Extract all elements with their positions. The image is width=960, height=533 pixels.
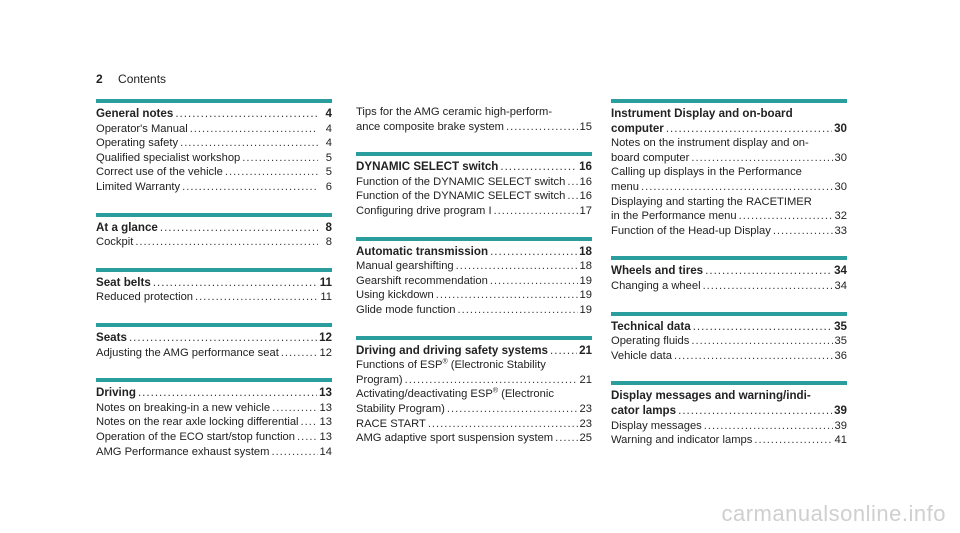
section-driving-safety [356, 336, 592, 446]
toc-entry[interactable]: Operating fluids ..... 35 [611, 334, 847, 349]
toc-column-2 [356, 105, 592, 464]
toc-entry[interactable]: Display messages ..... 39 [611, 419, 847, 434]
toc-entry-line[interactable]: Tips for the AMG ceramic high-perform- [356, 106, 553, 118]
toc-heading[interactable]: Automatic transmission ..... 18 [356, 245, 592, 260]
toc-heading[interactable]: Technical data ..... 35 [611, 320, 847, 335]
toc-entry[interactable]: Warning and indicator lamps ..... 41 [611, 433, 847, 448]
toc-heading[interactable]: Seat belts ..... 11 [96, 276, 332, 291]
toc-column-3 [611, 99, 847, 466]
page-number: 2 [96, 72, 103, 86]
toc-entry-line[interactable]: Calling up displays in the Performance [611, 166, 802, 179]
toc-heading[interactable]: At a glance ..... 8 [96, 221, 332, 236]
toc-entry[interactable]: Notes on the rear axle locking differential ..... 13 [96, 415, 332, 430]
toc-entry[interactable]: Function of the DYNAMIC SELECT switch ..... 16 [356, 189, 592, 204]
toc-entry[interactable]: menu ..... 30 [611, 180, 847, 195]
toc-entry[interactable]: Cockpit ..... 8 [96, 235, 332, 250]
toc-entry[interactable]: Notes on breaking-in a new vehicle ..... 13 [96, 401, 332, 416]
section-wheels-tires [611, 256, 847, 293]
page-title: Contents [118, 72, 167, 86]
toc-entry[interactable]: Qualified specialist workshop ..... 5 [96, 151, 332, 166]
toc-entry-line[interactable]: Displaying and starting the RACETIMER [611, 195, 812, 208]
toc-heading[interactable]: cator lamps ..... 39 [611, 404, 847, 419]
toc-entry[interactable]: AMG Performance exhaust system ..... 14 [96, 445, 332, 460]
section-general-notes [96, 99, 332, 195]
toc-entry[interactable]: ance composite brake system ..... 15 [356, 120, 592, 135]
toc-entry[interactable]: Operation of the ECO start/stop function ..... 13 [96, 430, 332, 445]
section-at-a-glance [96, 213, 332, 250]
toc-column-1 [96, 99, 332, 477]
section-brake-cont [356, 105, 592, 134]
toc-entry[interactable]: RACE START ..... 23 [356, 417, 592, 432]
toc-entry[interactable]: Manual gearshifting ..... 18 [356, 259, 592, 274]
toc-entry-line[interactable]: Notes on the instrument display and on- [611, 137, 809, 150]
toc-entry[interactable]: Configuring drive program I ..... 17 [356, 204, 592, 219]
toc-entry[interactable]: Stability Program) ..... 23 [356, 402, 592, 417]
toc-entry[interactable]: Glide mode function ..... 19 [356, 303, 592, 318]
toc-entry[interactable]: board computer ..... 30 [611, 151, 847, 166]
toc-heading[interactable]: Seats ..... 12 [96, 331, 332, 346]
toc-heading-line[interactable]: Instrument Display and on-board [611, 107, 793, 120]
toc-entry[interactable]: in the Performance menu ..... 32 [611, 209, 847, 224]
section-driving [96, 378, 332, 459]
toc-entry[interactable]: Adjusting the AMG performance seat ..... 12 [96, 346, 332, 361]
toc-entry[interactable]: Vehicle data ..... 36 [611, 349, 847, 364]
page-header [96, 72, 166, 86]
section-display-messages [611, 381, 847, 447]
registered-mark: ® [492, 387, 498, 395]
toc-entry[interactable]: Operating safety ..... 4 [96, 136, 332, 151]
toc-heading[interactable]: General notes ..... 4 [96, 107, 332, 122]
toc-entry-line[interactable]: Activating/deactivating ESP® (Electronic [356, 387, 554, 401]
toc-heading[interactable]: Driving and driving safety systems ..... 21 [356, 344, 592, 359]
toc-entry[interactable]: AMG adaptive sport suspension system ..... 25 [356, 431, 592, 446]
section-seat-belts [96, 268, 332, 305]
toc-entry-line[interactable]: Functions of ESP® (Electronic Stability [356, 358, 546, 372]
toc-entry[interactable]: Correct use of the vehicle ..... 5 [96, 165, 332, 180]
toc-heading-line[interactable]: Display messages and warning/indi- [611, 389, 811, 403]
toc-entry[interactable]: Limited Warranty ..... 6 [96, 180, 332, 195]
toc-heading[interactable]: DYNAMIC SELECT switch ..... 16 [356, 160, 592, 175]
toc-entry[interactable]: Program) ..... 21 [356, 373, 592, 388]
toc-heading[interactable]: Driving ..... 13 [96, 386, 332, 401]
registered-mark: ® [442, 358, 448, 366]
section-automatic-transmission [356, 237, 592, 318]
toc-entry[interactable]: Operator's Manual ..... 4 [96, 122, 332, 137]
toc-heading[interactable]: Wheels and tires ..... 34 [611, 264, 847, 279]
toc-entry[interactable]: Using kickdown ..... 19 [356, 288, 592, 303]
toc-entry[interactable]: Gearshift recommendation ..... 19 [356, 274, 592, 289]
toc-entry[interactable]: Function of the Head-up Display ..... 33 [611, 224, 847, 239]
toc-heading[interactable]: computer ..... 30 [611, 122, 847, 137]
toc-entry[interactable]: Reduced protection ..... 11 [96, 290, 332, 305]
section-instrument-display [611, 99, 847, 238]
section-technical-data [611, 312, 847, 364]
toc-entry[interactable]: Function of the DYNAMIC SELECT switch ..... 16 [356, 175, 592, 190]
section-seats [96, 323, 332, 360]
toc-entry[interactable]: Changing a wheel ..... 34 [611, 279, 847, 294]
section-dynamic-select [356, 152, 592, 218]
watermark: carmanualsonline.info [721, 501, 946, 526]
